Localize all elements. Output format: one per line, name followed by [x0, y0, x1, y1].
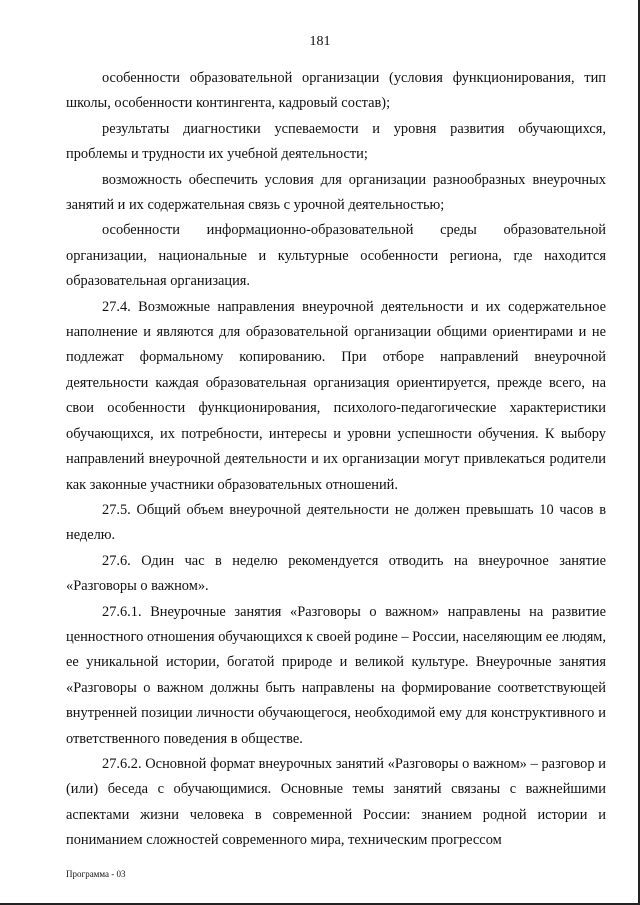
- paragraph-educational-environment: особенности информационно-образовательной среды образовательной организации, национальные и культурные особенности региона, где находится образовательная организация.: [66, 222, 606, 290]
- paragraph-school-features: особенности образовательной организации (условия функционирования, тип школы, особенности контингента, кадровый состав);: [66, 70, 606, 112]
- paragraph-diagnostics-results: результаты диагностики успеваемости и уровня развития обучающихся, проблемы и трудности их учебной деятельности;: [66, 120, 606, 163]
- paragraph-27-6: 27.6. Один час в неделю рекомендуется отводить на внеурочное занятие «Разговоры о важном».: [66, 552, 606, 595]
- paragraph-27-6-2: 27.6.2. Основной формат внеурочных занятий «Разговоры о важном» – разговор и (или) беседа с обучающимися. Основные темы занятий связаны с важнейшими аспектами жизни человека в современной России: знанием родной истории и пониманием сложностей современного мира, техническим прогрессом: [66, 755, 606, 849]
- paragraph-27-4: 27.4. Возможные направления внеурочной деятельности и их содержательное наполнение и являются для образовательной организации общими ориентирами и не подлежат формальному копированию. При отборе направлений внеурочной деятельности каждая образовательная организация ориентируется, прежде всего, на свои особенности функционирования, психолого-педагогические характеристики обучающихся, их потребности, интересы и уровни успешности обучения. К выбору направлений внеурочной деятельности и их организации могут привлекаться родители как законные участники образовательных отношений.: [66, 298, 606, 493]
- paragraph-27-6-1: 27.6.1. Внеурочные занятия «Разговоры о важном» направлены на развитие ценностного отношения обучающихся к своей родине – России, населяющим ее людям, ее уникальной истории, богатой природе и великой культуре. Внеурочные занятия «Разговоры о важном должны быть направлены на формирование соответствующей внутренней позиции личности обучающегося, необходимой ему для конструктивного и ответственного поведения в обществе.: [66, 603, 607, 747]
- paragraph-27-5: 27.5. Общий объем внеурочной деятельности не должен превышать 10 часов в неделю.: [66, 501, 606, 544]
- page-body: [66, 66, 606, 854]
- page-number: 181: [309, 34, 331, 49]
- paragraph-extracurricular-conditions: возможность обеспечить условия для организации разнообразных внеурочных занятий и их содержательная связь с урочной деятельностью;: [66, 171, 606, 214]
- page-footer: Программа - 03: [66, 869, 126, 879]
